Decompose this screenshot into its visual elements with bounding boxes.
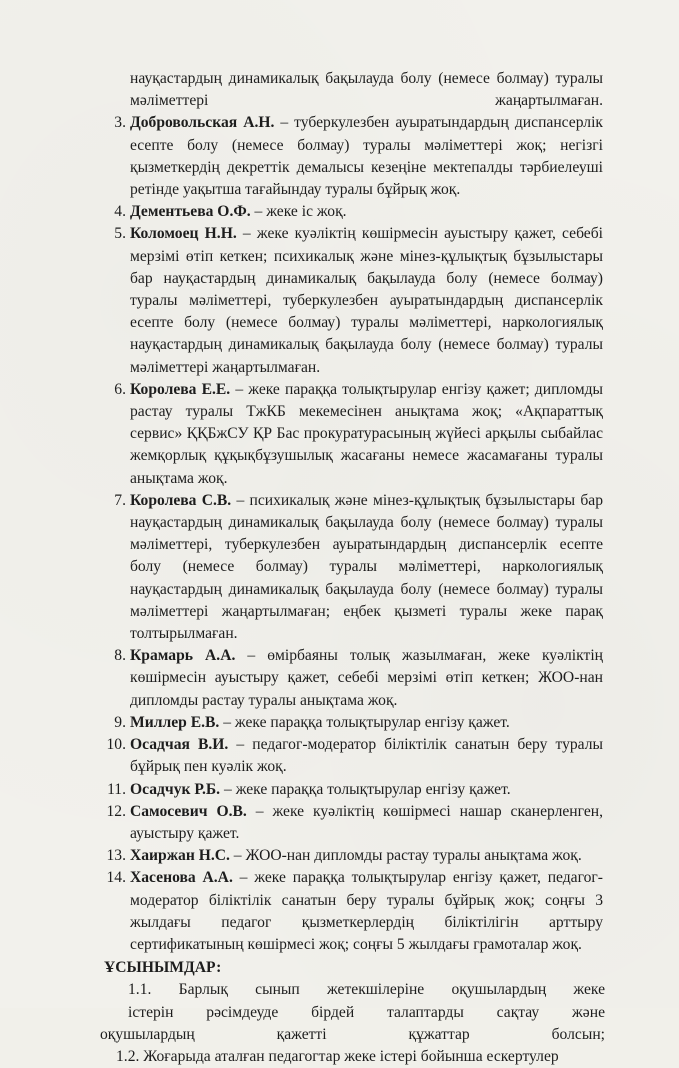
list-item bbox=[0, 801, 603, 845]
item-text bbox=[130, 112, 603, 201]
item-text bbox=[130, 379, 603, 490]
item-number: 14. bbox=[106, 869, 126, 887]
numbered-list bbox=[0, 112, 679, 956]
rec-1-1-line-3: оқушылардың қажетті құжаттар болсын; bbox=[100, 1025, 605, 1043]
item-number: 5. bbox=[114, 225, 126, 243]
list-item bbox=[0, 734, 603, 778]
item-number: 9. bbox=[114, 713, 126, 731]
list-item bbox=[0, 645, 603, 712]
person-name: Королева С.В. bbox=[130, 491, 232, 509]
document-body bbox=[0, 68, 679, 1068]
person-name: Самосевич О.В. bbox=[130, 802, 247, 820]
list-item bbox=[0, 223, 603, 378]
item-text bbox=[130, 867, 603, 956]
list-item bbox=[0, 712, 603, 734]
item-number: 4. bbox=[114, 203, 126, 221]
recommendations-heading: ҰСЫНЫМДАР: bbox=[104, 959, 222, 977]
person-name: Осадчук Р.Б. bbox=[130, 780, 221, 798]
item-description: – педагог-модератор біліктілік санатын беру туралы бұйрық пен куәлік жоқ. bbox=[130, 736, 604, 776]
list-item bbox=[0, 779, 603, 801]
intro-paragraph bbox=[0, 68, 603, 112]
intro-text: науқастардың динамикалық бақылауда болу (немесе болмау) туралы мәліметтері жаңартылмаған. bbox=[130, 70, 603, 110]
list-item bbox=[0, 379, 603, 490]
rec-1-1-line-1: 1.1. Барлық сынып жетекшілеріне оқушылардың жеке bbox=[128, 981, 605, 999]
person-name: Королева Е.Е. bbox=[130, 380, 231, 398]
item-number: 13. bbox=[106, 847, 126, 865]
item-number: 7. bbox=[114, 491, 126, 509]
item-number: 6. bbox=[114, 380, 126, 398]
item-description: – психикалық және мінез-құлықтық бұзылыстары бар науқастардың динамикалық бақылауда болу (немесе болмау) туралы мәліметтері, туберкулезбен ауыратындардың диспансерлік есепте болу (немесе болмау) туралы мәліметтері, наркологиялық науқастардың динамикалық бақылауда болу (немесе болмау) туралы мәліметтері жаңартылмаған; еңбек қызметі туралы жеке парақ толтырылмаған. bbox=[130, 491, 603, 643]
item-description: – өмірбаяны толық жазылмаған, жеке куәліктің көшірмесін ауыстыру қажет, себебі мерзімі өтіп кеткен; ЖОО-нан дипломды растау туралы анықтама жоқ. bbox=[130, 647, 603, 709]
item-text bbox=[130, 845, 603, 867]
item-text bbox=[130, 734, 603, 778]
item-description: – жеке куәліктің көшірмесі нашар сканерленген, ауыстыру қажет. bbox=[130, 802, 603, 842]
item-text bbox=[130, 801, 603, 845]
item-description: – жеке куәліктің көшірмесін ауыстыру қажет, себебі мерзімі өтіп кеткен; психикалық және мінез-құлықтық бұзылыстары бар науқастардың динамикалық бақылауда болу (немесе болмау) туралы мәліметтері, туберкулезбен ауыратындардың диспансерлік есепте болу (немесе болмау) туралы мәліметтері, наркологиялық науқастардың динамикалық бақылауда болу (немесе болмау) туралы мәліметтері жаңартылмаған. bbox=[130, 225, 603, 376]
person-name: Хасенова А.А. bbox=[130, 869, 233, 887]
recommendation-1-2: 1.2. Жоғарыда аталған педагогтар жеке істері бойынша ескертулер bbox=[116, 1047, 559, 1065]
person-name: Осадчая В.И. bbox=[130, 736, 229, 754]
person-name: Коломоец Н.Н. bbox=[130, 225, 237, 243]
recommendation-1-1 bbox=[0, 979, 605, 1046]
list-item bbox=[0, 112, 603, 201]
item-number: 11. bbox=[107, 780, 126, 798]
item-description: – жеке параққа толықтырулар енгізу қажет; дипломды растау туралы ТжКБ мекемесінен анықтама жоқ; «Ақпараттық сервис» ҚҚБжСУ ҚР Бас прокуратурасының жүйесі арқылы сыбайлас жемқорлық құқықбұзушылық жасағаны немесе жасамағаны туралы анықтама жоқ. bbox=[130, 380, 603, 487]
item-description: – туберкулезбен ауыратындардың диспансерлік есепте болу (немесе болмау) туралы мәліметтері жоқ; негізгі қызметкердің декреттік демалысы кезеңіне мектепалды тәрбиелеуші ретінде уақытша тағайындау туралы бұйрық жоқ. bbox=[130, 114, 603, 199]
list-item bbox=[0, 845, 603, 867]
item-text bbox=[130, 779, 603, 801]
item-number: 12. bbox=[106, 802, 126, 820]
item-description: – ЖОО-нан дипломды растау туралы анықтама жоқ. bbox=[229, 847, 582, 865]
list-item bbox=[0, 201, 603, 223]
item-text bbox=[130, 223, 603, 378]
rec-1-1-line-2: істерін рәсімдеуде бірдей талаптарды сақтау және bbox=[128, 1003, 605, 1021]
list-item bbox=[0, 490, 603, 645]
person-name: Добровольская А.Н. bbox=[130, 114, 275, 132]
item-description: – жеке параққа толықтырулар енгізу қажет, педагог-модератор біліктілік санатын беру туралы бұйрық жоқ; соңғы 3 жылдағы педагог қызметкерлердің біліктілігін арттыру сертификатының көшірмесі жоқ; соңғы 5 жылдағы грамоталар жоқ. bbox=[130, 869, 604, 953]
item-description: – жеке параққа толықтырулар енгізу қажет. bbox=[220, 780, 511, 798]
person-name: Хаиржан Н.С. bbox=[130, 847, 230, 865]
list-item bbox=[0, 867, 603, 956]
person-name: Дементьева О.Ф. bbox=[130, 203, 251, 221]
item-description: – жеке параққа толықтырулар енгізу қажет. bbox=[219, 713, 510, 731]
item-text bbox=[130, 645, 603, 712]
item-number: 10. bbox=[106, 736, 126, 754]
item-number: 8. bbox=[114, 647, 126, 665]
item-text bbox=[130, 490, 603, 645]
item-description: – жеке іс жоқ. bbox=[250, 203, 347, 221]
item-text bbox=[130, 201, 603, 223]
person-name: Миллер Е.В. bbox=[130, 713, 220, 731]
item-text bbox=[130, 712, 603, 734]
item-number: 3. bbox=[114, 114, 126, 132]
person-name: Крамарь А.А. bbox=[130, 647, 236, 665]
